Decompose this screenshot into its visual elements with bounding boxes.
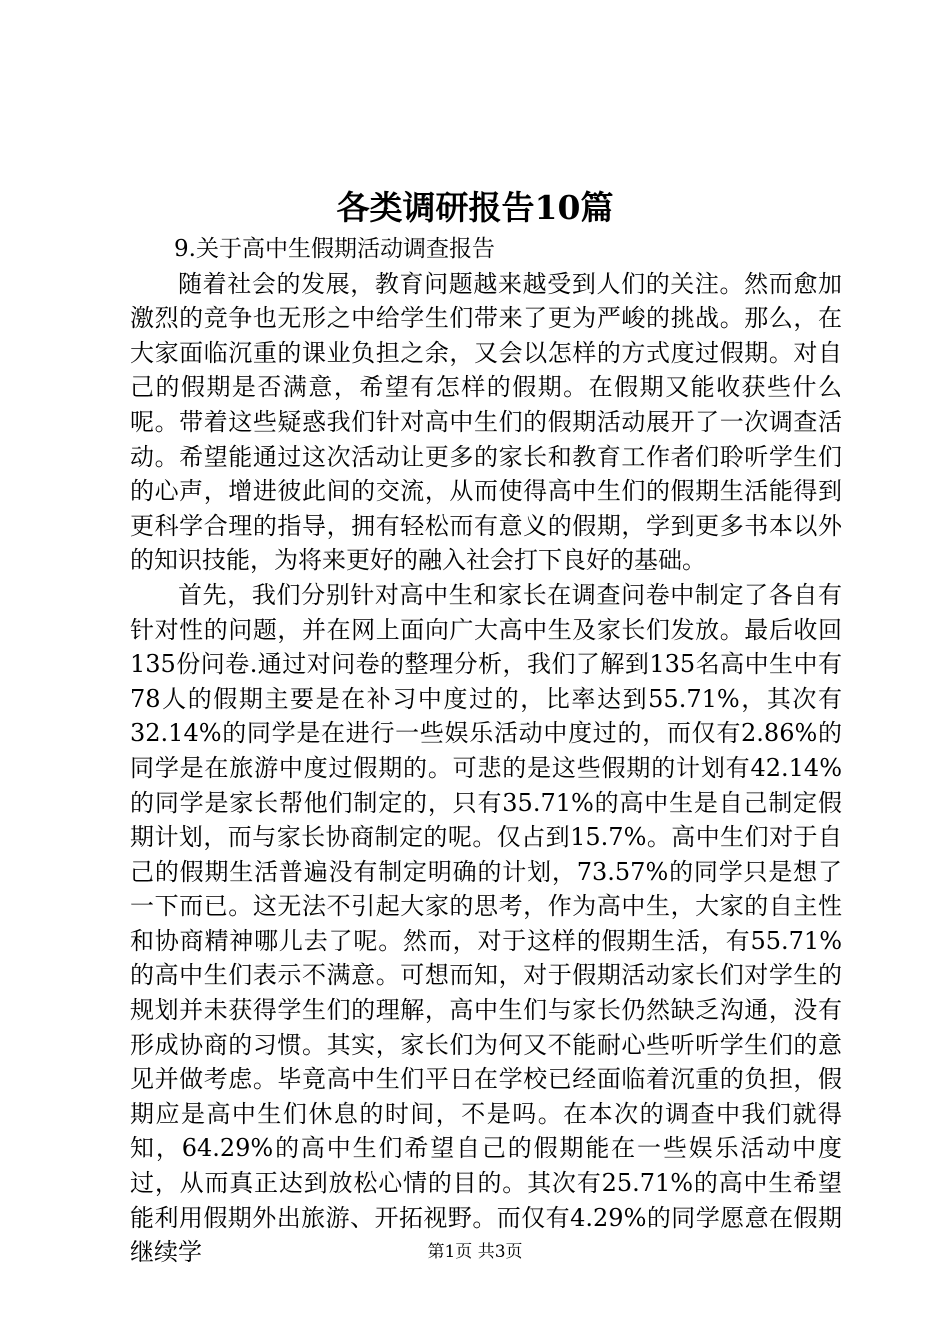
paragraph-intro: 随着社会的发展，教育问题越来越受到人们的关注。然而愈加激烈的竞争也无形之中给学生们带来了更为严峻的挑战。那么，在大家面临沉重的课业负担之余，又会以怎样的方式度过假期。对自己的假期是否满意，希望有怎样的假期。在假期又能收获些什么呢。带着这些疑惑我们针对高中生们的假期活动展开了一次调查活动。希望能通过这次活动让更多的家长和教育工作者们聆听学生们的心声，增进彼此间的交流，从而使得高中生们的假期生活能得到更科学合理的指导，拥有轻松而有意义的假期，学到更多书本以外的知识技能，为将来更好的融入社会打下良好的基础。 (130, 269, 842, 575)
page-footer: 第1页 共3页 (427, 1242, 523, 1262)
paragraph-survey-results: 首先，我们分别针对高中生和家长在调查问卷中制定了各自有针对性的问题，并在网上面向广大高中生及家长们发放。最后收回135份问卷.通过对问卷的整理分析，我们了解到135名高中生中有78人的假期主要是在补习中度过的，比率达到55.71%，其次有32.14%的同学是在进行一些娱乐活动中度过的，而仅有2.86%的同学是在旅游中度过假期的。可悲的是这些假期的计划有42.14%的同学是家长帮他们制定的，只有35.71%的高中生是自己制定假期计划，而与家长协商制定的呢。仅占到15.7%。高中生们对于自己的假期生活普遍没有制定明确的计划，73.57%的同学只是想了一下而已。这无法不引起大家的思考，作为高中生，大家的自主性和协商精神哪儿去了呢。然而，对于这样的假期生活，有55.71%的高中生们表示不满意。可想而知，对于假期活动家长们对学生的规划并未获得学生们的理解，高中生们与家长仍然缺乏沟通，没有形成协商的习惯。其实，家长们为何又不能耐心些听听学生们的意见并做考虑。毕竟高中生们平日在学校已经面临着沉重的负担，假期应是高中生们休息的时间，不是吗。在本次的调查中我们就得知，64.29%的高中生们希望自己的假期能在一些娱乐活动中度过，从而真正达到放松心情的目的。其次有25.71%的高中生希望能利用假期外出旅游、开拓视野。而仅有4.29%的同学愿意在假期继续学 (130, 580, 842, 1267)
document-title: 各类调研报告10篇 (336, 188, 614, 227)
document-body (130, 232, 842, 1270)
section-heading: 9.关于高中生假期活动调查报告 (174, 236, 495, 262)
